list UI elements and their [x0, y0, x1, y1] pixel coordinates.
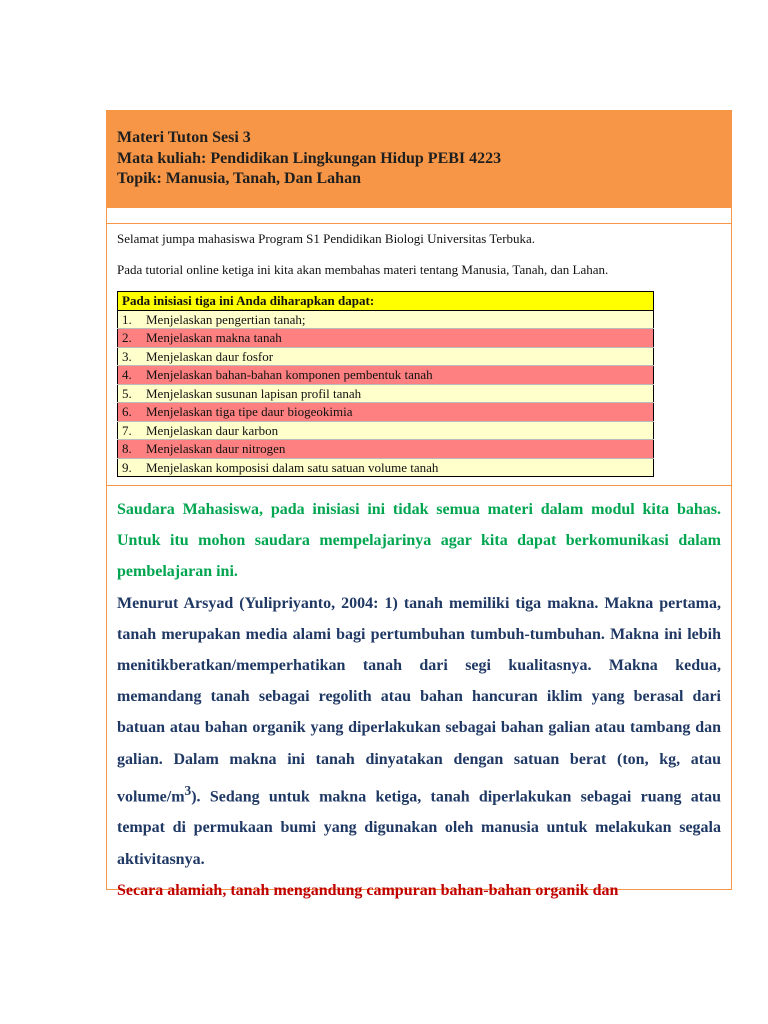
intro-text: Pada tutorial online ketiga ini kita akan membahas materi tentang Manusia, Tanah, dan Lahan.	[117, 262, 609, 277]
objectives-heading: Pada inisiasi tiga ini Anda diharapkan dapat:	[118, 292, 654, 311]
item-number: 8.	[122, 441, 132, 456]
item-number: 3.	[122, 348, 132, 364]
student-note-paragraph: Saudara Mahasiswa, pada inisiasi ini tidak semua materi dalam modul kita bahas. Untuk itu mohon saudara mempelajarinya agar kita dapat berkomunikasi dalam pembelajaran ini.	[117, 501, 721, 581]
cubic-superscript: 3	[184, 782, 192, 798]
intro-section	[107, 224, 731, 486]
course-title: Mata kuliah: Pendidikan Lingkungan Hidup PEBI 4223	[117, 149, 502, 167]
document-frame	[106, 110, 732, 899]
item-text: Menjelaskan makna tanah	[146, 330, 282, 345]
soil-meaning-paragraph	[117, 588, 721, 875]
soil-meaning-text-cont: ). Sedang untuk makna ketiga, tanah diperlakukan sebagai ruang atau tempat di permukaan bumi yang digunakan oleh manusia untuk melakukan segala aktivitasnya.	[117, 788, 721, 868]
soil-meaning-text: Menurut Arsyad (Yulipriyanto, 2004: 1) tanah memiliki tiga makna. Makna pertama, tanah merupakan media alami bagi pertumbuhan tumbuh-tumbuhan. Makna ini lebih menitikberatkan/memperhatikan tanah dari segi kualitasnya. Makna kedua, memandang tanah sebagai regolith atau bahan hancuran iklim yang berasal dari batuan atau bahan organik yang diperlakukan sebagai bahan galian atau tambang dan galian. Dalam makna ini tanah dinyatakan dengan satuan berat (ton, kg, atau volume/m	[117, 594, 721, 806]
item-text: Menjelaskan daur karbon	[146, 422, 279, 438]
main-content	[107, 486, 731, 899]
soil-composition-paragraph: Secara alamiah, tanah mengandung campuran bahan-bahan organik dan	[117, 881, 619, 899]
item-text: Menjelaskan daur fosfor	[146, 348, 274, 364]
greeting-text: Selamat jumpa mahasiswa Program S1 Pendidikan Biologi Universitas Terbuka.	[117, 231, 536, 246]
item-text: Menjelaskan tiga tipe daur biogeokimia	[146, 404, 353, 419]
table-row	[118, 384, 654, 403]
item-number: 1.	[122, 311, 132, 327]
item-number: 2.	[122, 330, 132, 345]
item-text: Menjelaskan daur nitrogen	[146, 441, 286, 456]
item-number: 7.	[122, 422, 132, 438]
item-number: 5.	[122, 385, 132, 401]
table-row	[118, 458, 654, 477]
title-block	[107, 111, 731, 208]
table-row	[118, 440, 654, 459]
topic-title: Topik: Manusia, Tanah, Dan Lahan	[117, 170, 361, 187]
session-title: Materi Tuton Sesi 3	[117, 129, 251, 146]
table-row	[118, 310, 654, 329]
table-row	[118, 329, 654, 348]
table-row	[118, 347, 654, 366]
table-row	[118, 366, 654, 385]
item-number: 9.	[122, 459, 132, 475]
item-number: 6.	[122, 404, 132, 419]
item-number: 4.	[122, 367, 132, 382]
spacer-row	[107, 208, 731, 224]
item-text: Menjelaskan susunan lapisan profil tanah	[146, 385, 362, 401]
item-text: Menjelaskan bahan-bahan komponen pembentuk tanah	[146, 367, 433, 382]
item-text: Menjelaskan komposisi dalam satu satuan volume tanah	[146, 459, 439, 475]
objectives-table	[117, 291, 654, 477]
table-row	[118, 403, 654, 422]
objectives-heading-row	[118, 292, 654, 311]
table-row	[118, 421, 654, 440]
item-text: Menjelaskan pengertian tanah;	[146, 311, 306, 327]
